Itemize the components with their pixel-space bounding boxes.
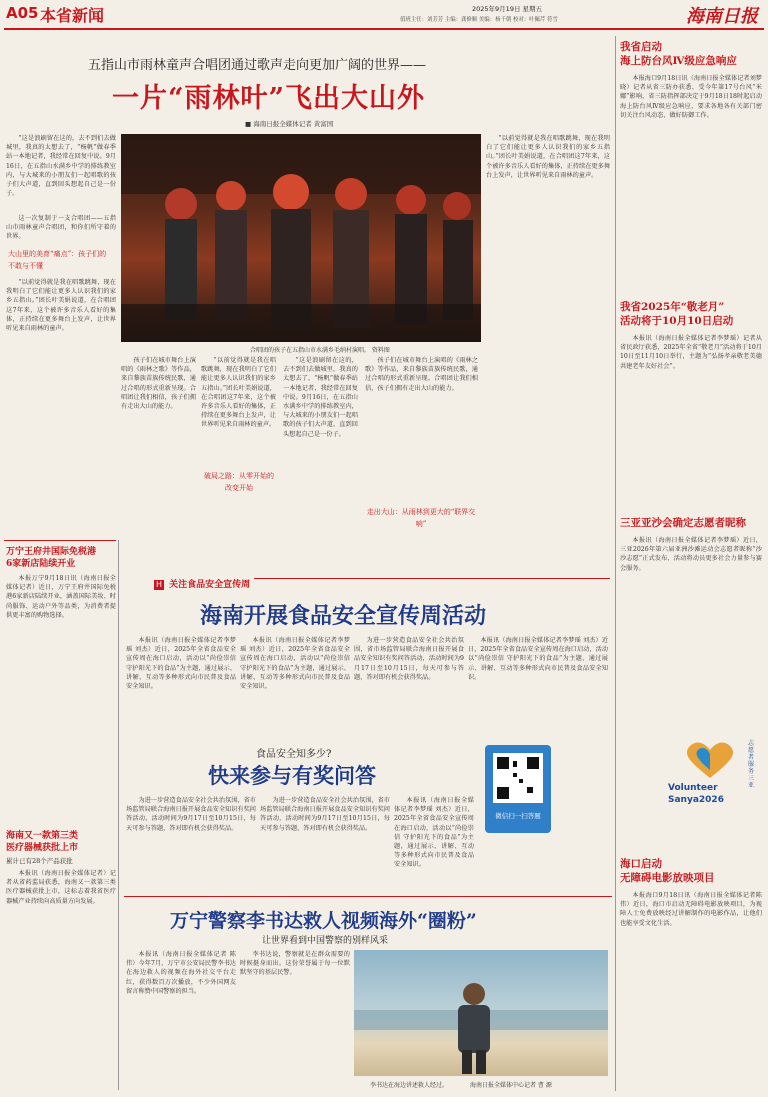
- bottom-body-2-text: 李书达说，警察就是在群众需要的时候挺身而出。这份荣誉属于每一位默默坚守的基层民警。: [240, 951, 350, 977]
- left-news-2-sub: 累计已有28个产品获批: [6, 857, 73, 865]
- qr-box[interactable]: [485, 745, 551, 833]
- choir-photo-caption: 合唱团的孩子在五指山市水满乡毛纳村演唱。 资料图: [250, 347, 390, 354]
- subhead-3: 走出大山：从雨林到更大的“联界交响”: [366, 508, 476, 528]
- food-body-2-text: 本报讯（海南日报全媒体记者李梦瑶 刘杰）近日，2025年全省食品安全宣传周在海口启动，活动以“尚俭崇信 守护阳光下的食品”为主题，通过展示、讲解、互动等多种形式向市民普及食品安全知识。: [240, 637, 350, 691]
- masthead: [0, 0, 768, 36]
- side-news-4: [620, 857, 762, 1081]
- lead-byline: ■ 海南日报全媒体记者 黄富国: [245, 120, 334, 128]
- lead-col2: [6, 214, 116, 242]
- left-news-2-title: 海南又一款第三类 医疗器械获批上市: [6, 831, 79, 853]
- quiz-title: 快来参与有奖问答: [208, 763, 376, 788]
- left-news-1-title: 万宁王府井国际免税港 6家新店陆续开业: [6, 547, 97, 569]
- lead-col1-text: “这是浪刷留在这的，去不到们去做城里，我真的太想去了，“杨帆”做春季站一本地记者，我经常在回复中说。9月16日，在五指山水满乡中学的排练教室内，与大城来的小朋友们一起唱歌的孩子们大声道，直到回头想起自己是一份子。: [6, 135, 116, 198]
- left-news-1: [6, 546, 116, 814]
- qr-label: 微信扫一扫答题: [495, 812, 541, 820]
- page-number: A05: [6, 4, 39, 22]
- lead-col3: [6, 278, 116, 368]
- lead-col4-text: 孩子们在城市舞台上演唱的《雨林之歌》等作品，来自黎族苗族传统民歌，通过合唱的形式重新呈现。合唱团让我们相信，孩子们拥有走出大山的能力。: [121, 357, 196, 411]
- food-body-3: [354, 636, 464, 736]
- food-body-3-text: 为进一步营造食品安全社会共治氛围，省市场监管局联合海南日报开展食品安全知识有奖问答活动，活动时间为9月17日至10月15日，每天可参与答题，答对即有机会获得奖品。: [354, 637, 464, 681]
- food-banner-icon: H: [155, 580, 162, 589]
- lead-col7-text: 孩子们在城市舞台上演唱的《雨林之歌》等作品，来自黎族苗族传统民歌，通过合唱的形式重新呈现。合唱团让我们相信，孩子们拥有走出大山的能力。: [365, 357, 478, 392]
- left-news-2: [6, 830, 116, 1079]
- lead-col1: [6, 134, 116, 214]
- lead-kicker: 五指山市雨林童声合唱团通过歌声走向更加广阔的世界——: [88, 58, 427, 73]
- choir-photo-art: [121, 134, 481, 342]
- lead-col5-text: “以前觉得就是我在唱歌跳舞，现在我明白了它们能让更多人认识我们的家乡五指山。”团长叶美娟说道，在合唱团这7年来，这个被许多音乐人看好的集体，正持续在更多舞台上发声，让世界听见来自雨林的童声。: [201, 357, 276, 429]
- qr-code-icon: [493, 753, 543, 803]
- bottom-body-2: [240, 950, 350, 1090]
- food-body-4-text: 本报讯（海南日报全媒体记者李梦瑶 刘杰）近日，2025年全省食品安全宣传周在海口启动，活动以“尚俭崇信 守护阳光下的食品”为主题，通过展示、讲解、互动等多种形式向市民普及食品安全知识。: [468, 637, 608, 681]
- food-safety-banner: [150, 572, 400, 590]
- side-news-1-text: 本报海口9月18日讯（海南日报全媒体记者刘梦晓）记者从省三防办获悉，受今年第17号台风“米娜”影响，省三防指挥部决定于9月18日18时起启动海上防台风Ⅳ级应急响应，要求各地各有关部门密切关注台风动态，做好防御工作。: [620, 75, 762, 119]
- bottom-subtitle: 让世界看到中国警察的别样风采: [262, 936, 389, 946]
- lead-col5: [201, 356, 276, 466]
- left-news-2-text: 本报讯（海南日报全媒体记者）记者从省药监局获悉，海南又一款第三类医疗器械获批上市，这标志着我省医疗器械产业持续向高质量方向发展。: [6, 870, 116, 905]
- bottom-rule: [124, 896, 612, 897]
- side-news-3-body: [620, 536, 762, 686]
- quiz-body-3-text: 本报讯（海南日报全媒体记者李梦瑶 刘杰）近日，2025年全省食品安全宣传周在海口启动，活动以“尚俭崇信 守护阳光下的食品”为主题，通过展示、讲解、互动等多种形式向市民普及食品安全知识。: [394, 797, 474, 869]
- paper-logo: 海南日报: [686, 6, 758, 27]
- food-body-2: [240, 636, 350, 736]
- section-title: 本省新闻: [40, 6, 105, 25]
- side-news-2-title: 我省2025年“敬老月” 活动将于10月10日启动: [620, 301, 734, 327]
- volunteer-logo-text: Volunteer Sanya2026: [668, 783, 724, 805]
- volunteer-vertical-text: 志愿者服务三亚: [748, 740, 755, 789]
- side-news-4-title: 海口启动 无障碍电影放映项目: [620, 858, 715, 884]
- food-body-4: [468, 636, 608, 736]
- lead-col4: [121, 356, 196, 534]
- lead-col7: [365, 356, 478, 466]
- side-news-1: [620, 40, 762, 274]
- left-divider: [118, 540, 119, 1090]
- lead-col8: [486, 134, 610, 614]
- side-news-3-text: 本报讯（海南日报全媒体记者李梦瑶）近日，三亚2026年第六届亚洲沙滩运动会志愿者昵称“沙沙志愿”正式发布，活动将动员更多社会力量参与赛会服务。: [620, 537, 762, 572]
- lead-col8-text: “以前觉得就是我在唱歌跳舞，现在我明白了它们能让更多人认识我们的家乡五指山。”团长叶美娟说道，在合唱团这7年来，这个被许多音乐人看好的集体，正持续在更多舞台上发声，让世界听见来自雨林的童声。: [486, 135, 610, 179]
- bottom-title: 万宁警察李书达救人视频海外“圈粉”: [170, 910, 477, 932]
- side-news-1-title: 我省启动 海上防台风Ⅳ级应急响应: [620, 41, 737, 67]
- side-news-3: [620, 516, 762, 686]
- subhead-1: 大山里的美育“痛点”：孩子们的不敢与不懂: [8, 250, 107, 270]
- food-banner-text: 关注食品安全宣传周: [169, 580, 251, 590]
- choir-photo: [121, 134, 481, 342]
- side-news-4-text: 本报海口9月18日讯（海南日报全媒体记者陈伟）近日，海口市启动无障碍电影放映项目，为视障人士免费放映经过讲解制作的电影作品，让他们也能享受文化生活。: [620, 892, 762, 927]
- qr-code[interactable]: [493, 753, 543, 803]
- side-news-4-body: [620, 891, 762, 1081]
- left-news-rule: [4, 540, 116, 541]
- side-news-1-body: [620, 74, 762, 274]
- police-photo: [354, 950, 608, 1076]
- subhead-2: 破局之路：从零开始的改变开始: [204, 472, 274, 492]
- quiz-body-3: [394, 796, 474, 886]
- side-news-2: [620, 300, 762, 494]
- bottom-body-1-text: 本报讯（海南日报全媒体记者 陈伟）今年7月，万宁市公安局民警李书达在海边救人的视频在海外社交平台走红，获得数百万次播放，不少外国网友留言称赞中国警察的担当。: [126, 951, 236, 995]
- left-news-1-text: 本报万宁9月18日讯（海南日报全媒体记者）近日，万宁王府井国际免税港6家新店陆续开业，涵盖国际美妆、时尚服饰、运动户外等品类，为消费者提供更丰富的购物选择。: [6, 575, 116, 619]
- quiz-kicker: 食品安全知多少?: [256, 749, 332, 760]
- left-news-1-body: [6, 574, 116, 814]
- police-photo-credit: 海南日报全媒体中心记者 曹 源: [470, 1082, 552, 1089]
- lead-col6-text: “这是浪刷留在这的，去不到们去做城里，我真的太想去了，“杨帆”做春季站一本地记者，我经常在回复中说。9月16日，在五指山水满乡中学的排练教室内，与大城来的小朋友们一起唱歌的孩子们大声道，直到回头想起自己是一份子。: [283, 357, 358, 438]
- side-news-2-text: 本报讯（海南日报全媒体记者李梦瑶）记者从省民政厅获悉，2025年全省“敬老月”活动将于10月10日至11月10日举行，主题为“弘扬孝亲敬老美德 共建老年友好社会”。: [620, 335, 762, 370]
- food-banner-label: [150, 572, 254, 591]
- food-body-1-text: 本报讯（海南日报全媒体记者李梦瑶 刘杰）近日，2025年全省食品安全宣传周在海口启动，活动以“尚俭崇信 守护阳光下的食品”为主题，通过展示、讲解、互动等多种形式向市民普及食品安全知识。: [126, 637, 236, 691]
- quiz-body-2: [260, 796, 390, 886]
- masthead-rule: [4, 28, 764, 30]
- lead-col2-text: 这一次复制于一支合唱团——五指山市雨林童声合唱团，和你们所守着的世界。: [6, 215, 116, 241]
- lead-col6: [283, 356, 358, 534]
- issue-date: 2025年9月19日 星期五: [472, 5, 543, 13]
- food-body-1: [126, 636, 236, 736]
- left-news-2-body: [6, 869, 116, 1079]
- side-news-2-body: [620, 334, 762, 494]
- right-divider: [615, 36, 616, 1091]
- editors-line: 值班主任：刘芳芳 主编：龚修顺 美编：杨千朝 校对：叶佩芹 符雪: [400, 17, 558, 23]
- quiz-body-1: [126, 796, 256, 886]
- police-photo-art: [354, 950, 608, 1076]
- food-title: 海南开展食品安全宣传周活动: [200, 603, 487, 629]
- heart-icon: [680, 740, 740, 780]
- lead-col3-text: “以前觉得就是我在唱歌跳舞，现在我明白了它们能让更多人认识我们的家乡五指山。”团长叶美娟说道，在合唱团这7年来，这个被许多音乐人看好的集体，正持续在更多舞台上发声，让世界听见来自雨林的童声。: [6, 279, 116, 333]
- quiz-body-2-text: 为进一步营造食品安全社会共治氛围，省市场监管局联合海南日报开展食品安全知识有奖问答活动，活动时间为9月17日至10月15日，每天可参与答题，答对即有机会获得奖品。: [260, 797, 390, 832]
- police-photo-caption: 李书达在海边讲述救人经过。: [370, 1082, 449, 1089]
- volunteer-logo: [660, 740, 760, 832]
- side-news-3-title: 三亚亚沙会确定志愿者昵称: [620, 517, 746, 529]
- lead-title: 一片“雨林叶”飞出大山外: [112, 83, 426, 114]
- quiz-body-1-text: 为进一步营造食品安全社会共治氛围，省市场监管局联合海南日报开展食品安全知识有奖问答活动，活动时间为9月17日至10月15日，每天可参与答题，答对即有机会获得奖品。: [126, 797, 256, 832]
- bottom-body-1: [126, 950, 236, 1090]
